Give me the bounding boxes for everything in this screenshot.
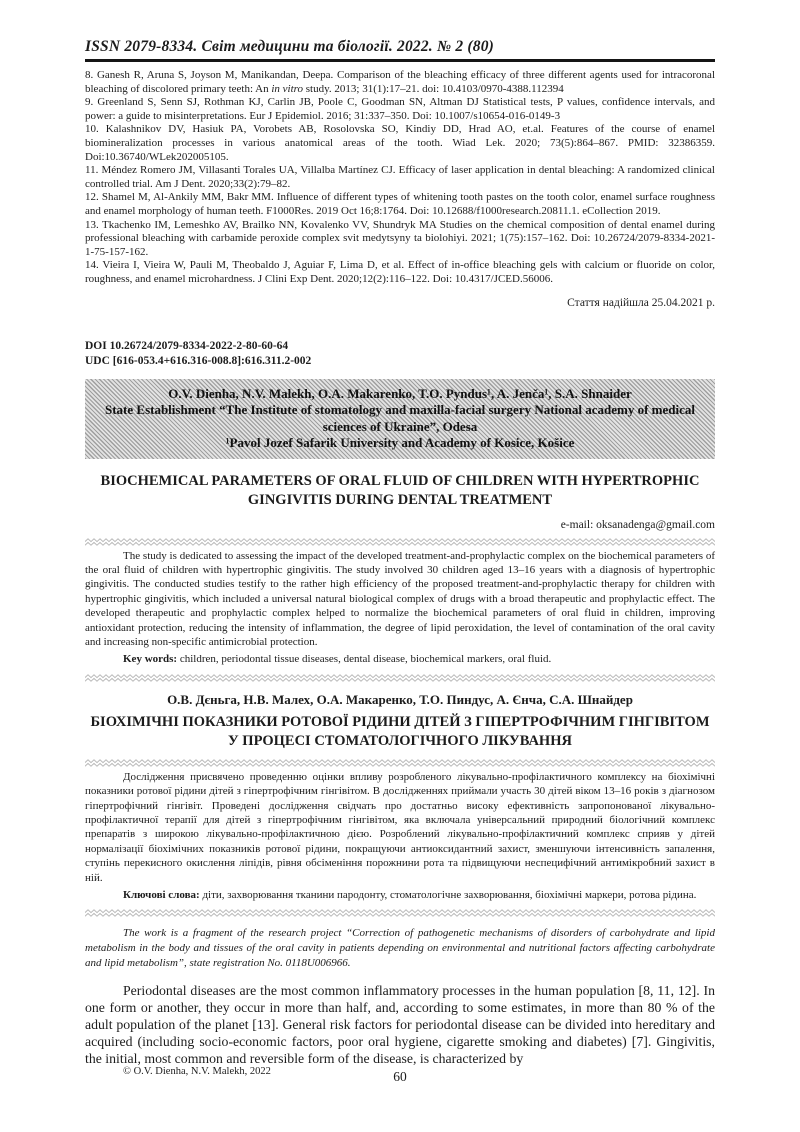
keywords-ua-label: Ключові слова: [123,889,200,901]
affiliation-secondary: ¹Pavol Jozef Safarik University and Academy of Kosice, Košice [225,435,575,450]
doi-udc-block [85,339,715,370]
project-note: The work is a fragment of the research project “Correction of pathogenetic mechanisms of disorders of carbohydrate and lipid metabolism in the body and tissues of the oral cavity in patients depending on environmental and nutritional factors affecting carbohydrate and lipid metabolism”, state registration No. 0118U006966. [85,927,715,969]
journal-issn-line: ISSN 2079-8334. Світ медицини та біології. 2022. № 2 (80) [85,38,715,62]
email-line: e-mail: oksanadenga@gmail.com [560,518,715,531]
keywords-en-label: Key words: [123,653,178,666]
article-body-paragraph: Periodontal diseases are the most common inflammatory processes in the human population [8, 11, 12]. In one form or another, they occur in more than half, and, according to some estimates, in more than 80 % of the adult population of the planet [13]. General risk factors for periodontal disease can be divided into hereditary and acquired (including socio-economic factors, poor oral hygiene, cigarette smoking and diabetes) [7]. Gingivitis, the initial, most common and reversible form of the disease, is characterized by [85,983,715,1067]
reference-item: 12. Shamel M, Al-Ankily MM, Bakr MM. Influence of different types of whitening tooth pastes on the tooth color, enamel surface roughness and enamel morphology of human teeth. F1000Res. 2019 Oct 16;8:1764. Doi: 10.12688/f1000research.20811.1. eCollection 2019. [85,191,715,217]
zigzag-divider [85,674,715,682]
abstract-en: The study is dedicated to assessing the impact of the developed treatment-and-prophylactic complex on the biochemical parameters of the oral fluid of children with hypertrophic gingivitis. The study involved 30 children aged 13–16 years with a diagnosis of hypertrophic gingivitis. The conducted studies testify to the rather high efficiency of the proposed treatment-and-prophylactic therapy for children with hypertrophic gingivitis, which included a universal natural biological complex of drugs with a broad therapeutic and prophylactic effect. The developed therapeutic and prophylactic complex helped to normalize the biochemical parameters of oral fluid in children, improving antioxidant protection, reducing the intensity of inflammation, the degree of lipid peroxidation, the level of contamination of the oral cavity and increasing non-specific antimicrobial protection. [85,549,715,648]
abstract-ua: Дослідження присвячено проведенню оцінки впливу розробленого лікувально-профілактичного комплексу на біохімічні показники ротової рідини дітей з гіпертрофічним гінгівітом. В дослідженнях приймали участь 30 дітей віком 13–16 років з діагнозом гіпертрофічний гінгівіт. Проведені дослідження свідчать про достатньо високу ефективність запропонованої лікувально-профілактичної терапії для дітей з гіпертрофічним гінгівітом, яка включала універсальний природний біологічний комплекс препаратів з широкою лікувально-профілактичною дією. Розроблений лікувально-профілактичний комплекс сприяв у дітей нормалізації біохімічних показників ротової рідини, покращуючи антиоксидантний захист, зменшуючи інтенсивність запалення, ступінь перекисного окислення ліпідів, рівня обсіменіння порожнини рота та підвищуючи неспецифічний антимікробний захист в ній. [85,770,715,884]
journal-header [85,38,715,62]
received-date: Стаття надійшла 25.04.2021 р. [567,296,715,309]
article-title-en: BIOCHEMICAL PARAMETERS OF ORAL FLUID OF CHILDREN WITH HYPERTROPHIC GINGIVITIS DURING DENTAL TREATMENT [100,472,700,508]
keywords-en [85,652,715,666]
page-number: 60 [393,1069,407,1084]
keywords-en-text: children, periodontal tissue diseases, dental disease, biochemical markers, oral fluid. [177,653,552,666]
reference-item: 8. Ganesh R, Aruna S, Joyson M, Manikandan, Deepa. Comparison of the bleaching efficacy of three different agents used for intracoronal bleaching of discolored primary teeth: An in vitro study. 2013; 31(1):17–21. doi: 10.4103/0970-4388.112394 [85,69,715,95]
zigzag-divider [85,759,715,767]
page-footer [85,1066,715,1088]
udc-line: UDC [616-053.4+616.316-008.8]:616.311.2-002 [85,355,312,367]
keywords-ua [85,888,715,902]
affiliation-primary: State Establishment “The Institute of stomatology and maxilla-facial surgery National academy of medical sciences of Ukraine”, Odesa [104,402,696,434]
copyright-line: © O.V. Dienha, N.V. Malekh, 2022 [123,1066,271,1077]
reference-item: 13. Tkachenko IM, Lemeshko AV, Brailko NN, Kovalenko VV, Shundryk MA Studies on the chemical composition of dental enamel during professional bleaching with carbamide peroxide complex svit medytsyny ta biolohiyi. 2021; 1(75):157–162. Doi: 10.26724/2079-8334-2021-1-75-157-162. [85,218,715,258]
reference-item: 11. Méndez Romero JM, Villasanti Torales UA, Villalba Martínez CJ. Efficacy of laser application in dental bleaching: A randomized clinical controlled trial. Am J Dent. 2020;33(2):79–82. [85,164,715,190]
article-title-ua: БІОХІМІЧНІ ПОКАЗНИКИ РОТОВОЇ РІДИНИ ДІТЕЙ З ГІПЕРТРОФІЧНИМ ГІНГІВІТОМ У ПРОЦЕСІ СТОМАТОЛОГІЧНОГО ЛІКУВАННЯ [90,713,710,750]
authors-affiliation-block [85,379,715,459]
doi-line: DOI 10.26724/2079-8334-2022-2-80-60-64 [85,339,289,352]
reference-item: 14. Vieira I, Vieira W, Pauli M, Theobaldo J, Aguiar F, Lima D, et al. Effect of in-office bleaching gels with calcium or fluoride on color, roughness, and enamel microhardness. J Clini Exp Dent. 2020;12(2):116–122. Doi: 10.4317/JCED.56006. [85,259,715,285]
keywords-ua-text: діти, захворювання тканини пародонту, стоматологічне захворювання, біохімічні маркери, ротова рідина. [199,889,697,901]
reference-item: 9. Greenland S, Senn SJ, Rothman KJ, Carlin JB, Poole C, Goodman SN, Altman DJ Statistical tests, P values, confidence intervals, and power: a guide to misinterpretations. Eur J Epidemiol. 2016; 31:337–350. Doi: 10.1007/s10654-016-0149-3 [85,96,715,122]
authors-en: O.V. Dienha, N.V. Malekh, O.A. Makarenko, T.O. Pyndus¹, A. Jenča¹, S.A. Shnaider [168,385,632,401]
authors-ua: О.В. Дєньга, Н.В. Малех, О.А. Макаренко, Т.О. Пиндус, А. Єнча, С.А. Шнайдер [167,691,633,707]
reference-item: 10. Kalashnikov DV, Hasiuk PA, Vorobets AB, Rosolovska SO, Kindiy DD, Hrad AO, et.al. Features of the course of enamel biomineralization processes in various anatomical areas of the tooth. Wiad Lek. 2020; 73(5):864–867. PMID: 32386359. Doi:10.36740/WLek202005105. [85,123,715,163]
zigzag-divider [85,538,715,546]
zigzag-divider [85,909,715,917]
references-list [85,69,715,287]
